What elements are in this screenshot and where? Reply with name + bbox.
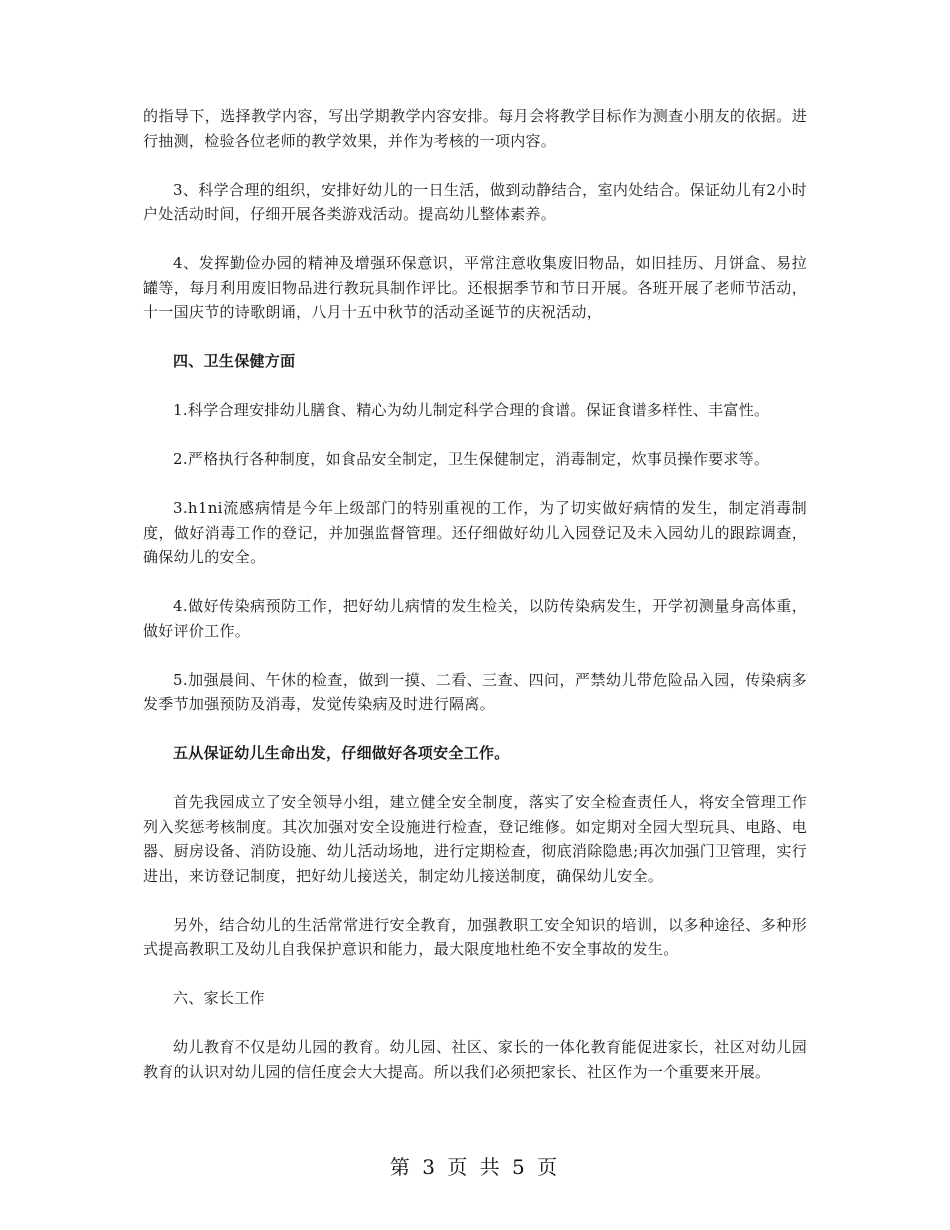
- paragraph: 4、发挥勤俭办园的精神及增强环保意识，平常注意收集废旧物品，如旧挂历、月饼盒、易拉罐等，每月利用废旧物品进行教玩具制作评比。还根据季节和节日开展。各班开展了老师节活动，十一国庆节的诗歌朗诵，八月十五中秋节的活动圣诞节的庆祝活动，: [143, 254, 807, 321]
- paragraph: 的指导下，选择教学内容，写出学期教学内容安排。每月会将教学目标作为测查小朋友的依据。进行抽测，检验各位老师的教学效果，并作为考核的一项内容。: [143, 107, 807, 150]
- paragraph: 1.科学合理安排幼儿膳食、精心为幼儿制定科学合理的食谱。保证食谱多样性、丰富性。: [173, 401, 770, 419]
- paragraph: 首先我园成立了安全领导小组，建立健全安全制度，落实了安全检查责任人，将安全管理工作列入奖惩考核制度。其次加强对安全设施进行检查，登记维修。如定期对全园大型玩具、电路、电器、厨房设备、消防设施、幼儿活动场地，进行定期检查，彻底消除隐患;再次加强门卫管理，实行进出，来访登记制度，把好幼儿接送关，制定幼儿接送制度，确保幼儿安全。: [143, 793, 807, 885]
- document-body: [143, 104, 807, 1109]
- section-heading: 四、卫生保健方面: [173, 352, 296, 370]
- section-heading: 五从保证幼儿生命出发，仔细做好各项安全工作。: [173, 744, 510, 762]
- paragraph: 3、科学合理的组织，安排好幼儿的一日生活，做到动静结合，室内处结合。保证幼儿有2小时户处活动时间，仔细开展各类游戏活动。提高幼儿整体素养。: [143, 180, 807, 223]
- paragraph: 3.h1ni流感病情是今年上级部门的特别重视的工作，为了切实做好病情的发生，制定消毒制度，做好消毒工作的登记，并加强监督管理。还仔细做好幼儿入园登记及未入园幼儿的跟踪调查，确保幼儿的安全。: [143, 499, 807, 566]
- paragraph: 2.严格执行各种制度，如食品安全制定，卫生保健制定，消毒制定，炊事员操作要求等。: [173, 450, 770, 468]
- page-number-footer: 第 3 页 共 5 页: [389, 1155, 561, 1179]
- paragraph: 另外，结合幼儿的生活常常进行安全教育，加强教职工安全知识的培训，以多种途径、多种形式提高教职工及幼儿自我保护意识和能力，最大限度地杜绝不安全事故的发生。: [143, 915, 807, 958]
- section-heading: 六、家长工作: [173, 989, 265, 1007]
- paragraph: 4.做好传染病预防工作，把好幼儿病情的发生检关，以防传染病发生，开学初测量身高体重，做好评价工作。: [143, 597, 807, 640]
- paragraph: 幼儿教育不仅是幼儿园的教育。幼儿园、社区、家长的一体化教育能促进家长，社区对幼儿园教育的认识对幼儿园的信任度会大大提高。所以我们必须把家长、社区作为一个重要来开展。: [143, 1038, 807, 1081]
- paragraph: 5.加强晨间、午休的检查，做到一摸、二看、三查、四问，严禁幼儿带危险品入园，传染病多发季节加强预防及消毒，发觉传染病及时进行隔离。: [143, 670, 807, 713]
